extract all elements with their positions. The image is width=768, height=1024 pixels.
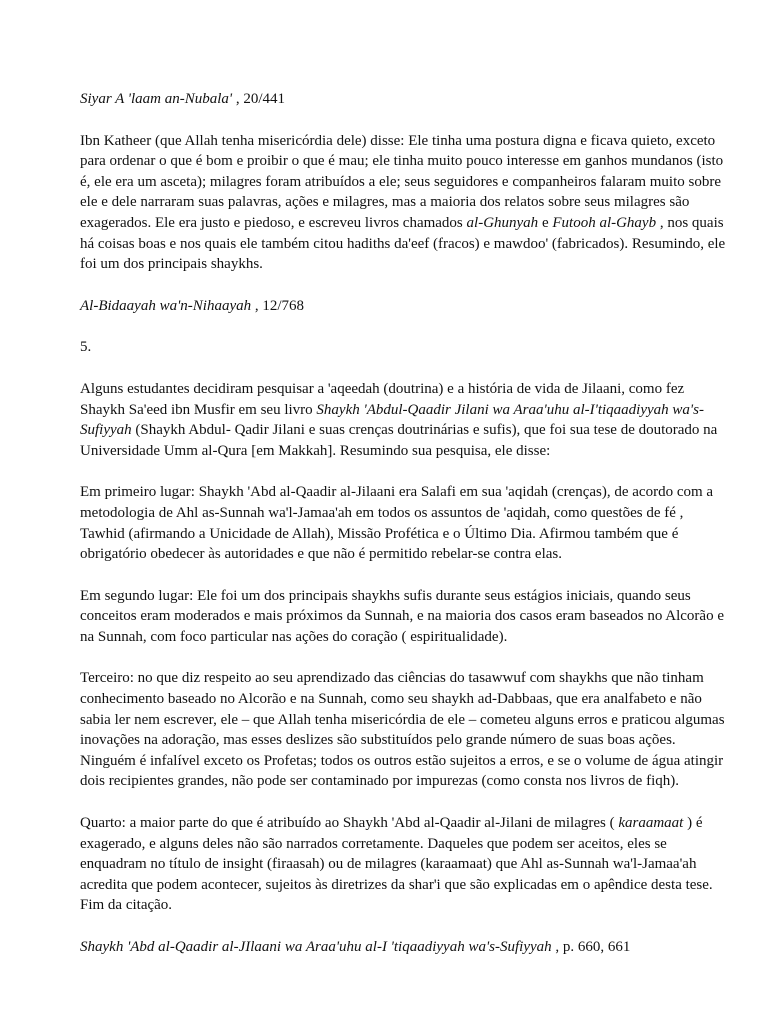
text-segment: e bbox=[538, 214, 553, 231]
book-title-thesis: Shaykh 'Abdul-Qaadir Jilani wa Araa'uhu al-I'tiqaadiyyah wa's-Sufiyyah bbox=[80, 401, 704, 439]
citation-siyar bbox=[80, 89, 728, 110]
book-title-futooh: Futooh al-Ghayb bbox=[552, 214, 657, 231]
paragraph-second: Em segundo lugar: Ele foi um dos principais shaykhs sufis durante seus estágios iniciais, quando seus conceitos eram moderados e mais próximos da Sunnah, e na maioria dos casos eram baseados no Alcorão e na Sunnah, com foco particular nas ações do coração ( espiritualidade). bbox=[80, 587, 724, 645]
citation-title: Shaykh 'Abd al-Qaadir al-JIlaani wa Araa'uhu al-I 'tiqaadiyyah wa's-Sufiyyah bbox=[80, 939, 552, 955]
book-title-ghunyah: al-Ghunyah bbox=[466, 214, 539, 231]
section-number: 5. bbox=[80, 339, 92, 356]
citation-ref: , 12/768 bbox=[251, 297, 305, 314]
term-karaamaat: karaamaat bbox=[618, 815, 684, 832]
paragraph-third: Terceiro: no que diz respeito ao seu aprendizado das ciências do tasawwuf com shaykhs que não tinham conhecimento baseado no Alcorão e na Sunnah, como seu shaykh ad-Dabbaas, que era analfabeto e não sabia ler nem escrever, ele – que Allah tenha misericórdia de ele – cometeu alguns erros e praticou algumas inovações na adoração, mas esses deslizes são substituídos pelo grande número de suas boas ações. Ninguém é infalível exceto os Profetas; todos os outros estão sujeitos a erros, e se o volume de água atingir dois recipientes grandes, não pode ser contaminado por impurezas (como consta nos livros de fiqh). bbox=[80, 670, 725, 790]
text-segment: Ibn Katheer (que Allah tenha misericórdia dele) disse: Ele tinha uma postura digna e ficava quieto, exceto para ordenar o que é bom e proibir o que é mau; ele tinha muito pouco interesse em ganhos mundanos (isto é, ele era um asceta); milagres foram atribuídos a ele; seus seguidores e companheiros falaram muito sobre ele e dele narraram suas palavras, ações e milagres, mas a maioria dos relatos sobre seus milagres são exagerados. Ele era justo e piedoso, e escreveu livros chamados bbox=[80, 132, 724, 231]
paragraph-first: Em primeiro lugar: Shaykh 'Abd al-Qaadir al-Jilaani era Salafi em sua 'aqidah (crenças), de acordo com a metodologia de Ahl as-Sunnah wa'l-Jamaa'ah em todos os assuntos de 'aqidah, como questões de fé , Tawhid (afirmando a Unicidade de Allah), Missão Profética e o Último Dia. Afirmou também que é obrigatório obedecer às autoridades e que não é permitido rebelar-se contra elas. bbox=[80, 484, 714, 563]
text-segment: ) é exagerado, e alguns deles não são narrados corretamente. Daqueles que podem ser aceitos, eles se enquadram no título de insight (firaasah) ou de milagres (karaamaat) que Ahl as-Sunnah wa'l-Jamaa'ah acredita que podem acontecer, sujeitos às diretrizes da shar'i que são explicadas em o apêndice desta tese. Fim da citação. bbox=[80, 815, 713, 914]
text-segment: (Shaykh Abdul- Qadir Jilani e suas crenças doutrinárias e sufis), que foi sua tese de doutorado na Universidade Umm al-Qura [em Makkah]. Resumindo sua pesquisa, ele disse: bbox=[80, 422, 718, 459]
text-segment: , nos quais há coisas boas e nos quais ele também citou hadiths da'eef (fracos) e mawdoo' (fabricados). Resumindo, ele foi um dos principais shaykhs. bbox=[80, 214, 726, 273]
paragraph-research bbox=[80, 379, 728, 461]
paragraph-ibn-katheer bbox=[80, 131, 728, 275]
citation-ref: , 20/441 bbox=[232, 91, 286, 107]
citation-title: Siyar A 'laam an-Nubala' bbox=[80, 91, 233, 107]
citation-bidaayah bbox=[80, 296, 728, 317]
paragraph-fourth bbox=[80, 813, 728, 916]
text-segment: Alguns estudantes decidiram pesquisar a 'aqeedah (doutrina) e a história de vida de Jilaani, como fez Shaykh Sa'eed ibn Musfir em seu livro bbox=[80, 380, 685, 418]
text-segment: Quarto: a maior parte do que é atribuído ao Shaykh 'Abd al-Qaadir al-Jilani de milagres ( bbox=[80, 815, 619, 832]
citation-title: Al-Bidaayah wa'n-Nihaayah bbox=[80, 297, 252, 314]
citation-thesis bbox=[80, 937, 728, 958]
citation-ref: , p. 660, 661 bbox=[551, 939, 631, 955]
